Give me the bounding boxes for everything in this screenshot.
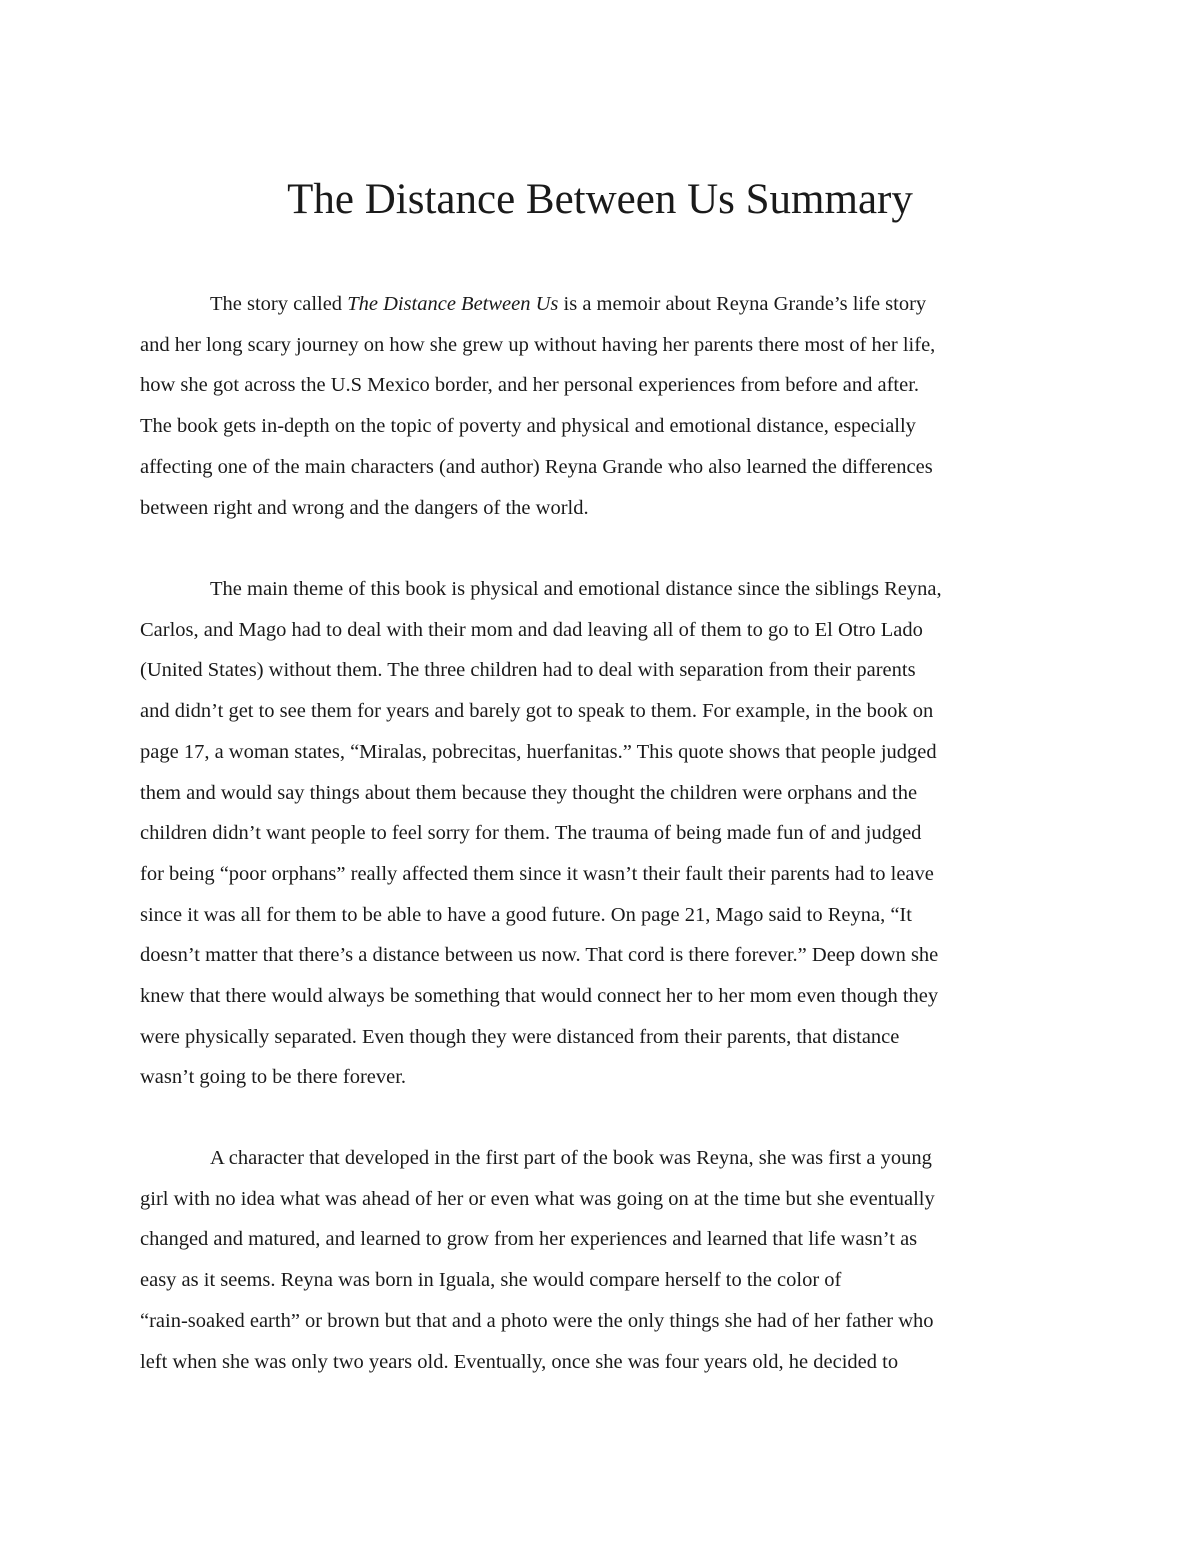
paragraph-line: and her long scary journey on how she grew up without having her parents there most of her life,	[140, 333, 936, 356]
paragraph-line: girl with no idea what was ahead of her or even what was going on at the time but she eventually	[140, 1187, 935, 1210]
paragraph-line: left when she was only two years old. Eventually, once she was four years old, he decided to	[140, 1350, 899, 1373]
paragraph-3	[140, 1138, 1070, 1382]
paragraph-line: and didn’t get to see them for years and barely got to speak to them. For example, in the book on	[140, 700, 934, 723]
paragraph-line: easy as it seems. Reyna was born in Iguala, she would compare herself to the color of	[140, 1269, 842, 1292]
paragraph-line: page 17, a woman states, “Miralas, pobrecitas, huerfanitas.” This quote shows that people judged	[140, 740, 937, 763]
paragraph-line: children didn’t want people to feel sorry for them. The trauma of being made fun of and judged	[140, 822, 922, 845]
document-title: The Distance Between Us Summary	[287, 176, 913, 223]
paragraph-line: Carlos, and Mago had to deal with their mom and dad leaving all of them to go to El Otro Lado	[140, 618, 923, 641]
paragraph-line	[140, 284, 1070, 325]
paragraph-line: for being “poor orphans” really affected them since it wasn’t their fault their parents had to leave	[140, 862, 934, 885]
paragraph-line: doesn’t matter that there’s a distance between us now. That cord is there forever.” Deep down she	[140, 944, 939, 967]
paragraph-line: A character that developed in the first part of the book was Reyna, she was first a young	[210, 1147, 932, 1169]
paragraph-line: wasn’t going to be there forever.	[140, 1066, 407, 1089]
paragraph-line: The book gets in-depth on the topic of poverty and physical and emotional distance, especially	[140, 415, 916, 438]
line-text: The story called	[210, 293, 348, 315]
paragraph-line: how she got across the U.S Mexico border, and her personal experiences from before and after.	[140, 374, 920, 397]
paragraph-line: The main theme of this book is physical and emotional distance since the siblings Reyna,	[210, 578, 942, 600]
book-title-italic: The Distance Between Us	[347, 293, 559, 315]
paragraph-2	[140, 569, 1070, 1098]
line-text: is a memoir about Reyna Grande’s life story	[558, 293, 927, 315]
paragraph-line: “rain-soaked earth” or brown but that and a photo were the only things she had of her father who	[140, 1309, 934, 1332]
paragraph-line: changed and matured, and learned to grow from her experiences and learned that life wasn’t as	[140, 1228, 918, 1251]
paragraph-line: between right and wrong and the dangers of the world.	[140, 496, 589, 519]
paragraph-line: since it was all for them to be able to have a good future. On page 21, Mago said to Reyna, “It	[140, 903, 912, 926]
paragraph-line: (United States) without them. The three children had to deal with separation from their parents	[140, 659, 916, 682]
paragraph-line: them and would say things about them because they thought the children were orphans and the	[140, 781, 918, 804]
paragraph-line: were physically separated. Even though they were distanced from their parents, that distance	[140, 1025, 900, 1048]
paragraph-1	[140, 284, 1070, 528]
paragraph-line: knew that there would always be something that would connect her to her mom even though they	[140, 985, 939, 1008]
paragraph-line: affecting one of the main characters (and author) Reyna Grande who also learned the differences	[140, 455, 933, 478]
